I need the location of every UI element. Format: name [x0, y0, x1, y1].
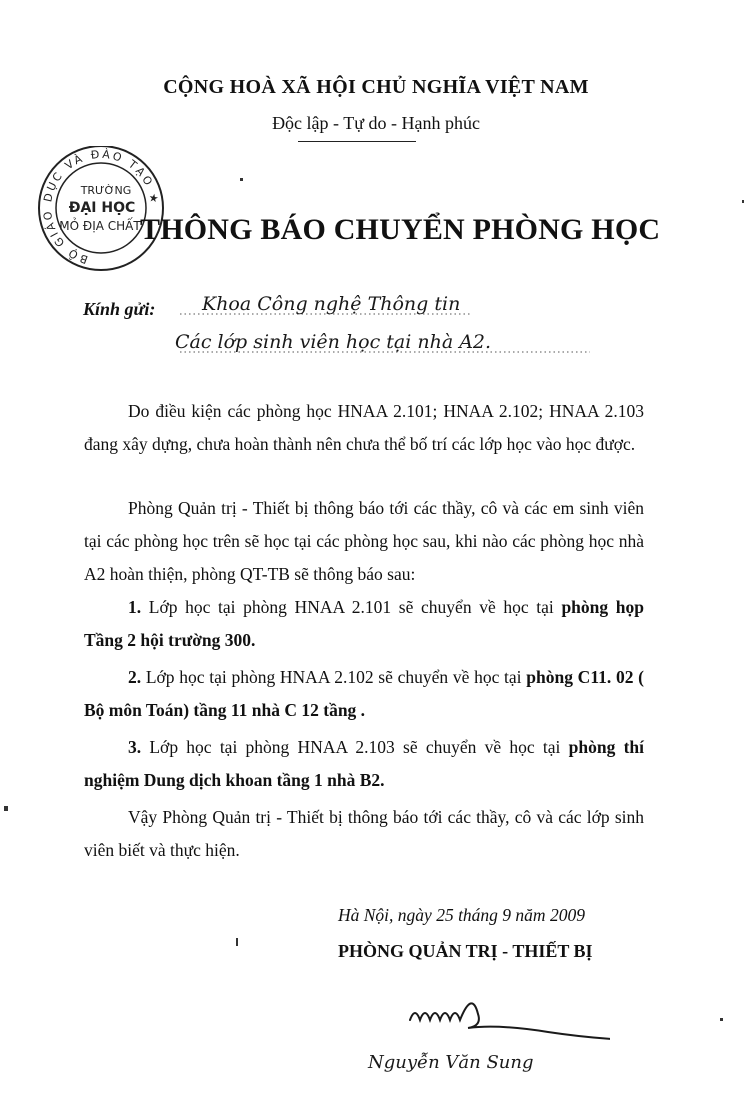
country-header: CỘNG HOÀ XÃ HỘI CHỦ NGHĨA VIỆT NAM: [163, 76, 589, 98]
list-item-3-room: phòng thí nghiệm Dung dịch khoan tầng 1 nhà B2.: [84, 737, 644, 790]
seal-line-3: MỎ ĐỊA CHẤT: [59, 219, 141, 233]
signer-department: PHÒNG QUẢN TRỊ - THIẾT BỊ: [338, 941, 593, 961]
paragraph-1: Do điều kiện các phòng học HNAA 2.101; HNAA 2.102; HNAA 2.103 đang xây dựng, chưa hoàn thành nên chưa thể bố trí các lớp học vào học được.: [84, 401, 644, 454]
official-seal-stamp: [26, 146, 176, 276]
motto: Độc lập - Tự do - Hạnh phúc: [272, 113, 480, 133]
document-title: THÔNG BÁO CHUYỂN PHÒNG HỌC: [140, 213, 661, 246]
scan-speck: [240, 178, 243, 181]
closing-paragraph: Vậy Phòng Quản trị - Thiết bị thông báo tới các thầy, cô và các lớp sinh viên biết và thực hiện.: [84, 807, 644, 860]
scan-speck: [4, 806, 8, 811]
handwritten-recipients: [170, 290, 630, 370]
list-item-1-text: Lớp học tại phòng HNAA 2.101 sẽ chuyển về học tại: [141, 597, 562, 617]
scan-speck: [236, 938, 238, 946]
list-item-1-number: 1.: [128, 597, 142, 617]
seal-line-2: ĐẠI HỌC: [68, 200, 136, 216]
list-item-3-number: 3.: [128, 737, 142, 757]
list-item-2-room: phòng C11. 02 ( Bộ môn Toán) tầng 11 nhà C 12 tầng .: [84, 667, 644, 720]
date-line: Hà Nội, ngày 25 tháng 9 năm 2009: [338, 905, 585, 925]
list-item-1-room: phòng họp Tầng 2 hội trường 300.: [84, 597, 644, 650]
list-item-2-number: 2.: [128, 667, 142, 687]
list-item-2: [84, 661, 644, 727]
seal-line-1: TRƯỜNG: [80, 184, 132, 197]
scan-speck: [742, 200, 744, 203]
list-item-3-text: Lớp học tại phòng HNAA 2.103 sẽ chuyển về học tại: [141, 737, 569, 757]
handwritten-signature: [350, 990, 610, 1085]
list-item-1: [84, 591, 644, 657]
recipient-handwritten-line-2: Các lớp sinh viên học tại nhà A2.: [175, 331, 492, 353]
scan-speck: [720, 1018, 723, 1021]
list-item-2-text: Lớp học tại phòng HNAA 2.102 sẽ chuyển về học tại: [141, 667, 527, 687]
header-divider: [298, 141, 416, 142]
list-item-3: [84, 731, 644, 797]
recipient-label: Kính gửi:: [83, 299, 156, 319]
seal-ring-text: BỘ GIÁO DỤC VÀ ĐÀO TẠO ★: [40, 147, 162, 267]
signature-name: Nguyễn Văn Sung: [368, 1052, 534, 1073]
recipient-handwritten-line-1: Khoa Công nghệ Thông tin: [202, 293, 461, 315]
paragraph-2: Phòng Quản trị - Thiết bị thông báo tới các thầy, cô và các em sinh viên tại các phòng học trên sẽ học tại các phòng học sau, khi nào các phòng học nhà A2 hoàn thiện, phòng QT-TB sẽ thông báo sau:: [84, 498, 644, 584]
